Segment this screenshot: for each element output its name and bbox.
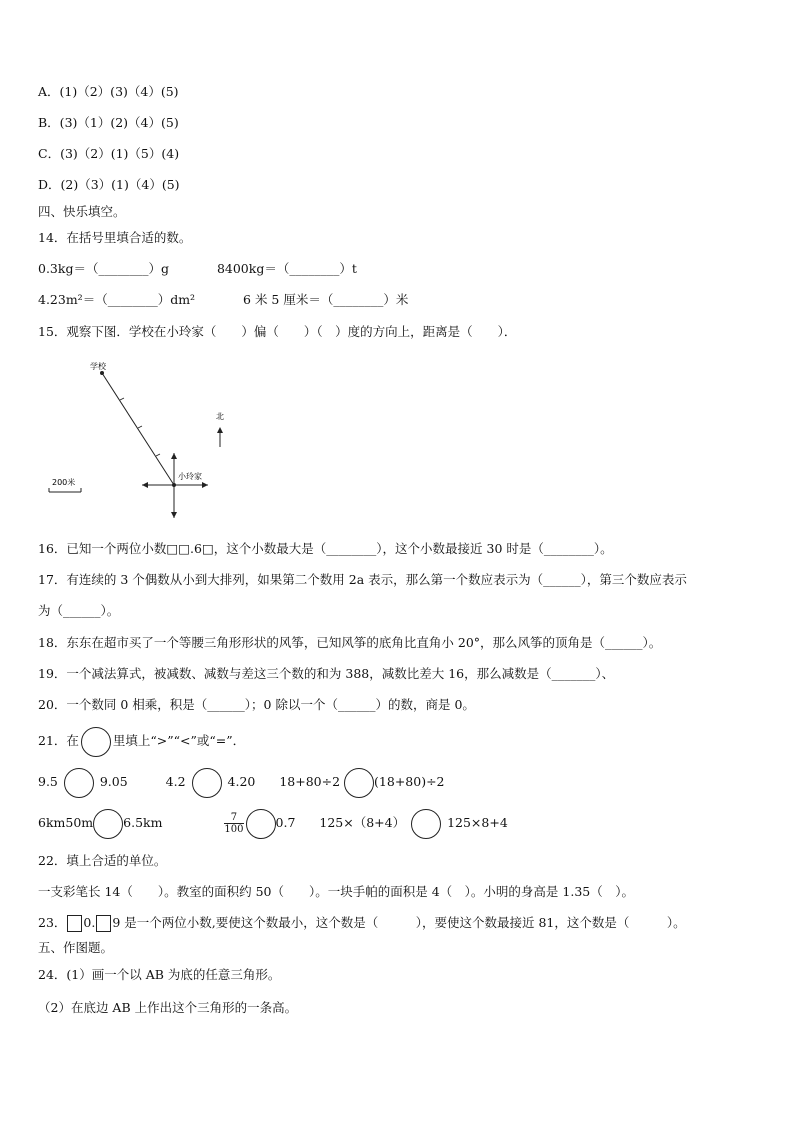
fraction-numerator: 7	[224, 812, 243, 824]
q15-stem: 15．观察下图．学校在小玲家（ ）偏（ ）（ ）度的方向上，距离是（ ）．	[38, 324, 517, 339]
compare-right: 9.05	[99, 774, 128, 789]
compare-right: 0.7	[275, 815, 296, 830]
path-tick	[156, 454, 160, 456]
section-4-heading: 四、快乐填空。	[38, 204, 126, 219]
q24-part1: 24．(1）画一个以 AB 为底的任意三角形。	[38, 967, 281, 982]
option-d: D．(2)（3）(1)（4）(5)	[38, 177, 180, 192]
compare-right: 6.5km	[123, 815, 163, 830]
direction-diagram	[40, 355, 250, 525]
q14-c: 4.23m²＝（________）dm²	[38, 292, 196, 307]
compare-left: 9.5	[38, 774, 58, 789]
q22-stem: 22．填上合适的单位。	[38, 853, 167, 868]
option-c: C．(3)（2）(1)（5）(4)	[38, 146, 180, 161]
q17-line1: 17．有连续的 3 个偶数从小到大排列，如果第二个数用 2a 表示，那么第一个数应表示为（______），第三个数应表示	[38, 572, 687, 587]
option-b: B．(3)（1）(2)（4）(5)	[38, 115, 179, 130]
q14-d: 6 米 5 厘米＝（________）米	[243, 292, 409, 307]
option-a: A．(1)（2）(3)（4）(5)	[38, 84, 179, 99]
answer-circle[interactable]	[344, 768, 374, 798]
q14-row1	[38, 261, 357, 277]
compare-right: 125×8+4	[447, 815, 508, 830]
answer-circle[interactable]	[411, 809, 441, 839]
q20: 20．一个数同 0 相乘，积是（______）；0 除以一个（______）的数，商是 0。	[38, 697, 475, 712]
q23	[38, 914, 686, 932]
q14-stem: 14．在括号里填合适的数。	[38, 230, 192, 245]
compare-right: 4.20	[227, 774, 256, 789]
arrow-south	[171, 512, 177, 518]
q19: 19．一个减法算式，被减数、减数与差这三个数的和为 388，减数比差大 16，那么减数是（_______）、	[38, 666, 615, 681]
q21-stem	[38, 726, 245, 757]
q24-part2: （2）在底边 AB 上作出这个三角形的一条高。	[38, 1000, 298, 1015]
q14-a: 0.3kg＝（________）g	[38, 261, 169, 276]
section-5-heading: 五、作图题。	[38, 940, 114, 955]
answer-circle[interactable]	[192, 768, 222, 798]
q14-row2	[38, 292, 408, 308]
home-label: 小玲家	[178, 472, 202, 481]
q18: 18．东东在超市买了一个等腰三角形形状的风筝，已知风筝的底角比直角小 20°，那么风筝的顶角是（______）。	[38, 635, 662, 650]
school-label: 学校	[90, 362, 106, 371]
arrow-west	[142, 482, 148, 488]
q21-row1	[38, 767, 445, 798]
school-point	[100, 371, 104, 375]
compare-left: 18+80÷2	[279, 774, 341, 789]
digit-box[interactable]	[67, 915, 82, 932]
compare-left: 4.2	[165, 774, 186, 789]
q21-row2	[38, 808, 508, 839]
compare-left: 125×（8+4）	[319, 815, 406, 830]
q23-text: 9 是一个两位小数,要使这个数最小，这个数是（ ），要使这个数最接近 81，这个数是（ ）。	[112, 915, 686, 930]
answer-circle[interactable]	[246, 809, 276, 839]
path-tick	[138, 426, 142, 428]
digit-box[interactable]	[96, 915, 111, 932]
q17-line2: 为（______）。	[38, 603, 120, 618]
q23-number: 23．	[38, 915, 67, 930]
home-point	[172, 483, 176, 487]
q21-stem-pre: 21．在	[38, 733, 79, 748]
scale-label: 200米	[52, 478, 76, 487]
school-path-line	[102, 373, 174, 485]
fraction	[224, 812, 243, 835]
q23-mid: 0.	[83, 915, 96, 930]
compare-left: 6km50m	[38, 815, 94, 830]
q22-body: 一支彩笔长 14（ ）。教室的面积约 50（ ）。一块手帕的面积是 4（ ）。小明的身高是 1.35（ ）。	[38, 884, 634, 899]
arrow-east	[202, 482, 208, 488]
arrow-north	[171, 453, 177, 459]
q16: 16．已知一个两位小数□□.6□，这个小数最大是（________），这个小数最接近 30 时是（________）。	[38, 541, 613, 556]
fraction-denominator: 100	[224, 824, 244, 835]
north-arrow-head	[217, 427, 223, 433]
answer-circle[interactable]	[93, 809, 123, 839]
compare-right: (18+80)÷2	[374, 774, 445, 789]
north-label: 北	[216, 412, 224, 421]
compare-circle-icon	[81, 727, 111, 757]
q14-b: 8400kg＝（________）t	[216, 261, 357, 276]
q21-stem-post: 里填上“>”“<”或“=”．	[112, 733, 246, 748]
path-tick	[120, 398, 124, 400]
answer-circle[interactable]	[64, 768, 94, 798]
